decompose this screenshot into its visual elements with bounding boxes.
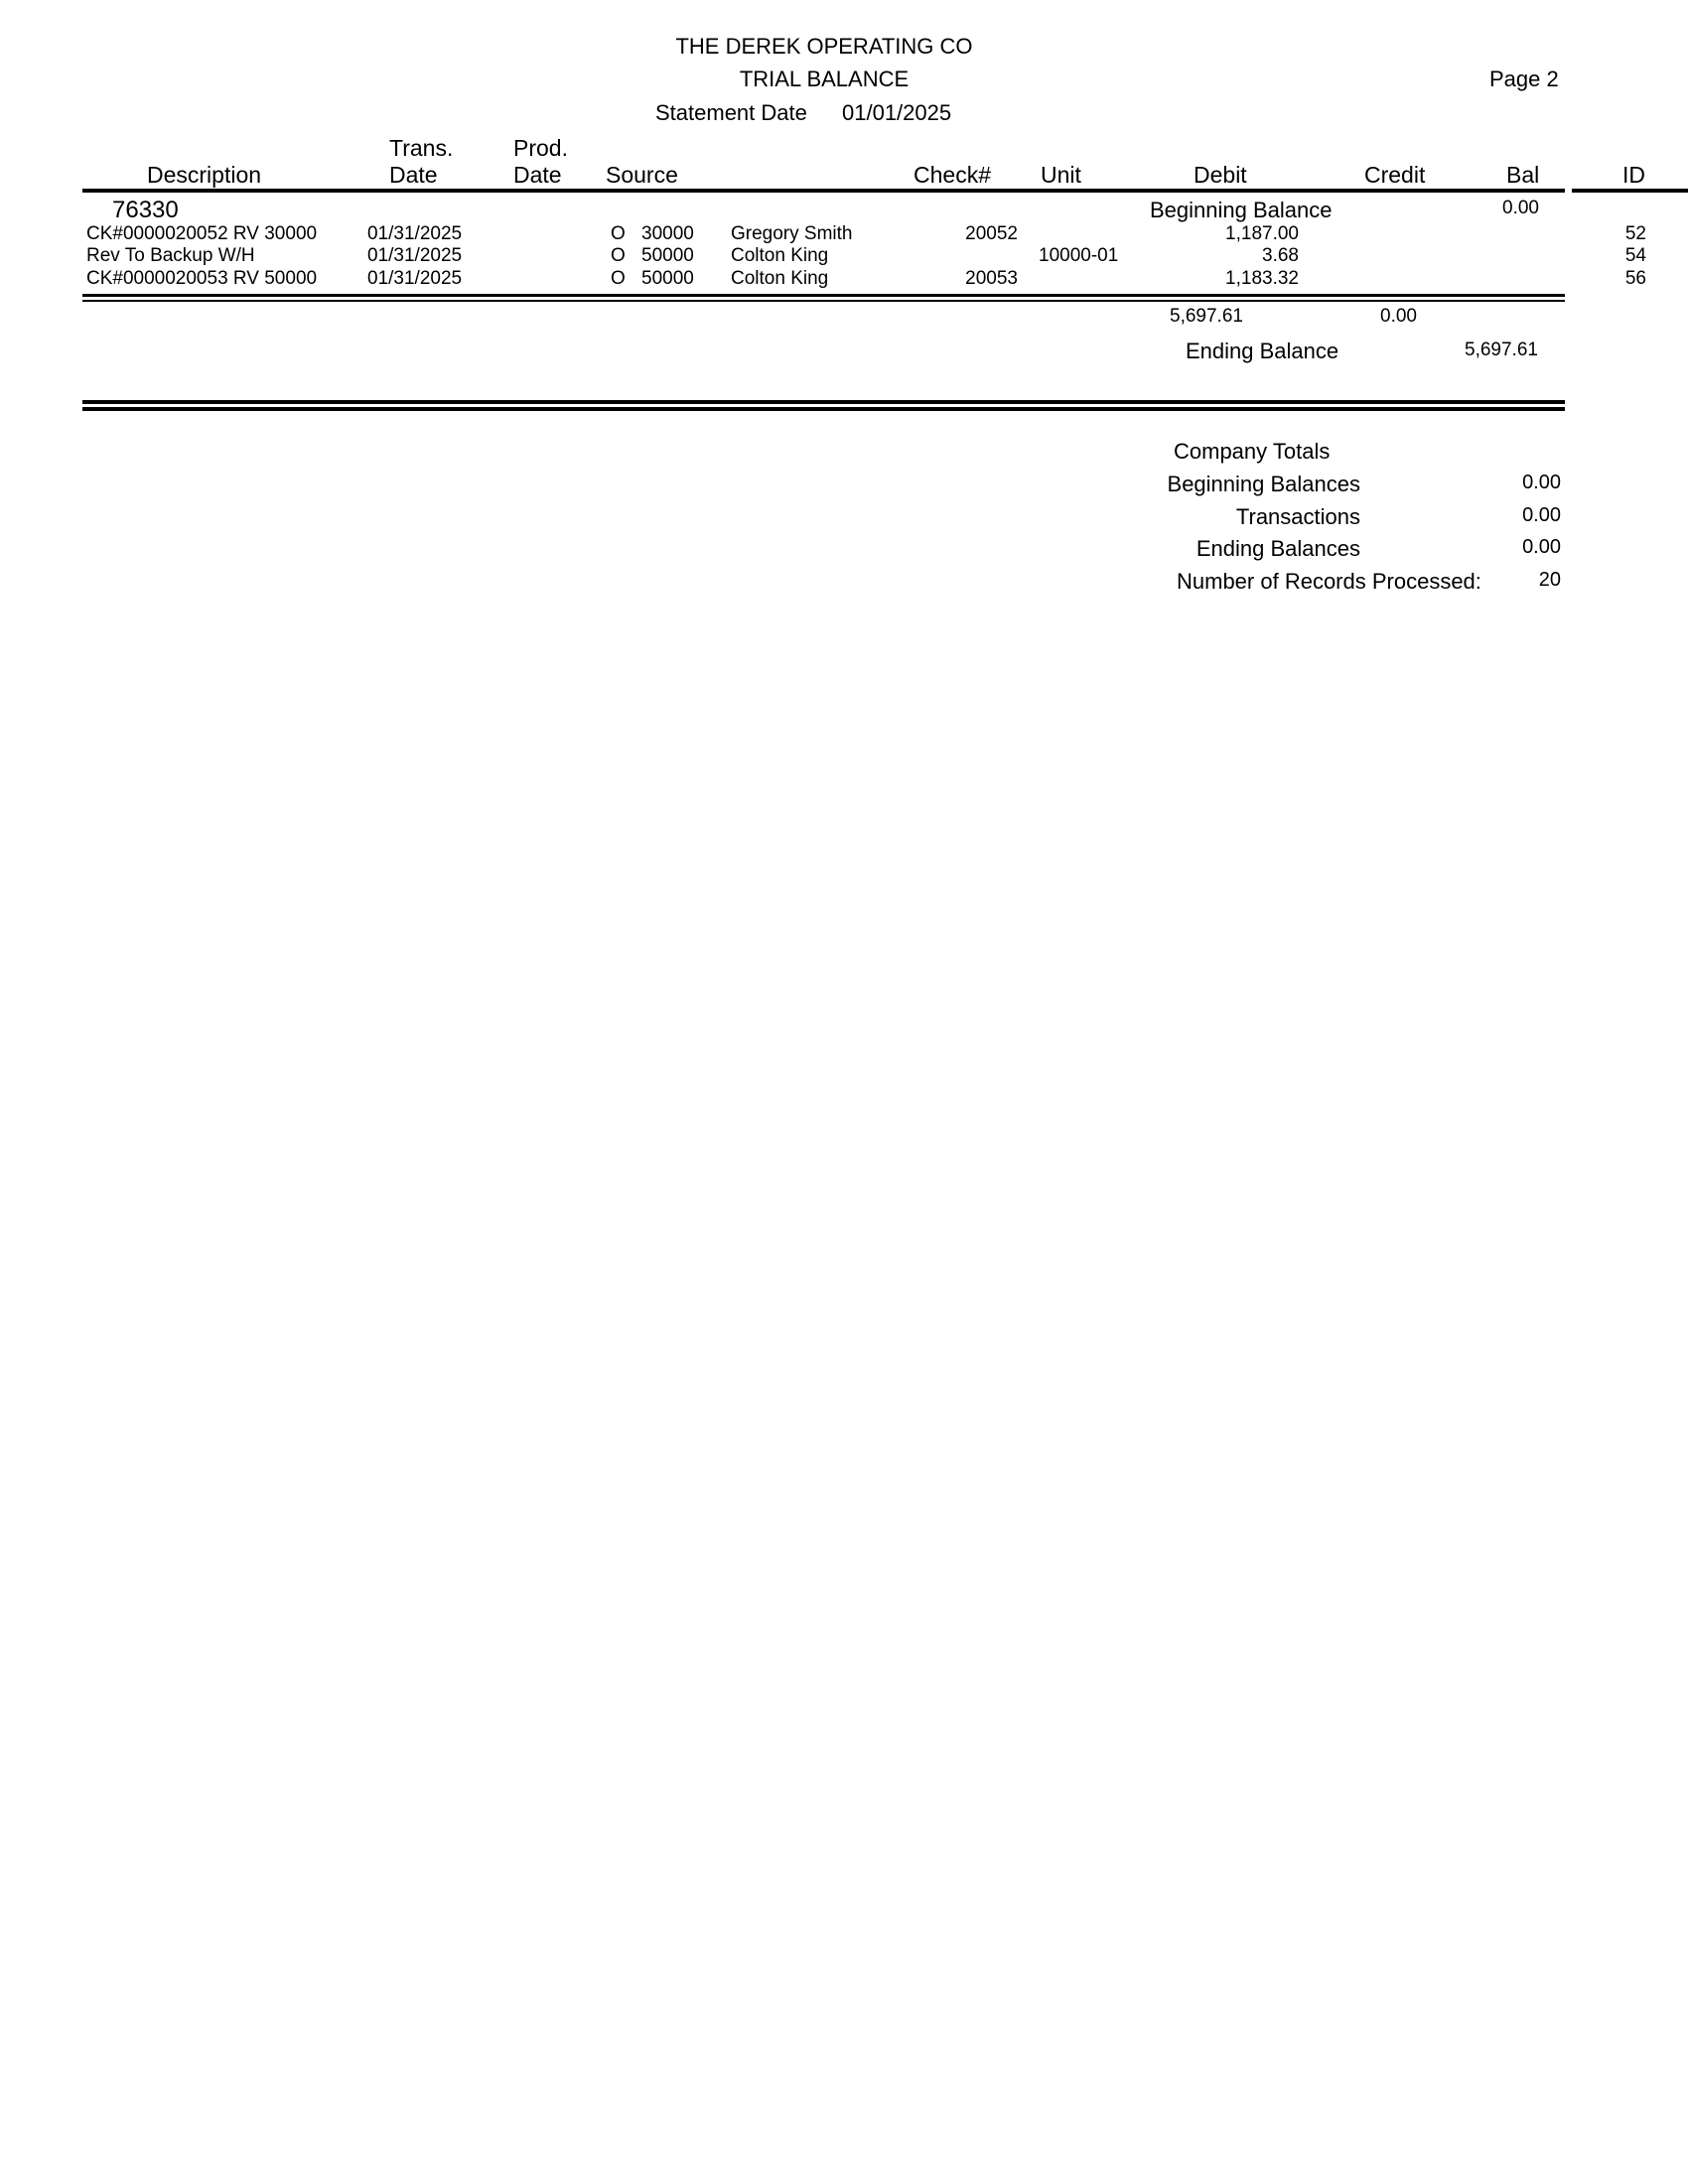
total-debit: 5,697.61 <box>1170 306 1243 327</box>
col-id: ID <box>1622 162 1645 188</box>
page-number: Page 2 <box>1489 67 1559 91</box>
col-check: Check# <box>914 162 991 188</box>
row-unit: 10000-01 <box>1039 245 1119 266</box>
records-processed-label: Number of Records Processed: <box>1177 569 1481 594</box>
col-trans-top: Trans. <box>389 135 454 161</box>
row-name: Gregory Smith <box>731 223 853 244</box>
row-trans-date: 01/31/2025 <box>367 223 463 244</box>
col-prod-top: Prod. <box>513 135 568 161</box>
row-debit: 1,187.00 <box>1225 223 1299 244</box>
header-rule <box>82 189 1565 193</box>
col-credit: Credit <box>1364 162 1426 188</box>
col-prod-bottom: Date <box>513 162 562 188</box>
section-rule-top <box>82 400 1565 404</box>
col-trans-bottom: Date <box>389 162 438 188</box>
total-rule-top <box>82 294 1565 297</box>
row-trans-date: 01/31/2025 <box>367 245 463 266</box>
records-processed-value: 20 <box>1538 569 1561 591</box>
col-source: Source <box>606 162 678 188</box>
col-unit: Unit <box>1041 162 1081 188</box>
company-transactions-label: Transactions <box>1235 504 1360 529</box>
row-check: 20053 <box>965 268 1018 289</box>
company-beginning-value: 0.00 <box>1522 472 1561 493</box>
account-number: 76330 <box>112 197 179 223</box>
company-ending-label: Ending Balances <box>1196 536 1360 561</box>
beginning-balance-value: 0.00 <box>1502 198 1539 218</box>
row-debit: 1,183.32 <box>1225 268 1299 289</box>
row-id: 54 <box>1624 245 1646 266</box>
beginning-balance-label: Beginning Balance <box>1150 198 1333 222</box>
row-source-num: 30000 <box>641 223 694 244</box>
row-id: 52 <box>1624 223 1646 244</box>
row-id: 56 <box>1624 268 1646 289</box>
row-source-code: O <box>611 245 626 266</box>
company-beginning-label: Beginning Balances <box>1167 472 1360 496</box>
company-totals-title: Company Totals <box>1174 439 1331 464</box>
col-bal: Bal <box>1506 162 1540 188</box>
row-description: CK#0000020052 RV 30000 <box>86 223 318 244</box>
row-source-code: O <box>611 268 626 289</box>
row-description: CK#0000020053 RV 50000 <box>86 268 318 289</box>
col-debit: Debit <box>1194 162 1247 188</box>
row-name: Colton King <box>731 245 829 266</box>
row-check: 20052 <box>965 223 1018 244</box>
row-source-num: 50000 <box>641 268 694 289</box>
header-rule-id <box>1572 189 1688 193</box>
ending-balance-label: Ending Balance <box>1186 339 1339 363</box>
row-debit: 3.68 <box>1262 245 1299 266</box>
col-description: Description <box>147 162 262 188</box>
row-name: Colton King <box>731 268 829 289</box>
row-source-num: 50000 <box>641 245 694 266</box>
report-title: TRIAL BALANCE <box>739 67 910 91</box>
section-rule-bottom <box>82 407 1565 411</box>
row-trans-date: 01/31/2025 <box>367 268 463 289</box>
company-name: THE DEREK OPERATING CO <box>675 34 973 59</box>
company-ending-value: 0.00 <box>1522 536 1561 558</box>
statement-date: 01/01/2025 <box>842 100 952 125</box>
row-source-code: O <box>611 223 626 244</box>
total-rule-bottom <box>82 300 1565 302</box>
ending-balance-value: 5,697.61 <box>1465 340 1538 360</box>
total-credit: 0.00 <box>1380 306 1417 327</box>
statement-date-label: Statement Date <box>655 100 807 125</box>
row-description: Rev To Backup W/H <box>86 245 255 266</box>
company-transactions-value: 0.00 <box>1522 504 1561 526</box>
